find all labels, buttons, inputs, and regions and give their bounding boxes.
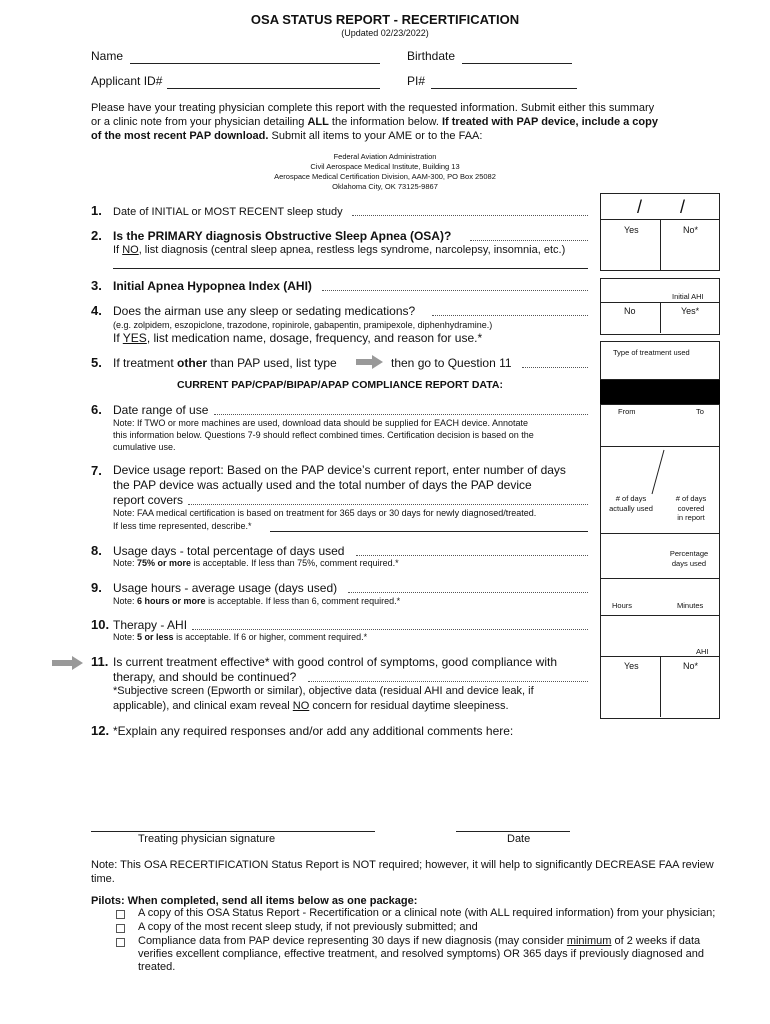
footer-note-2: time. — [91, 873, 115, 885]
percentage-label: Percentage days used — [669, 549, 709, 568]
q2-sub: If NO, list diagnosis (central sleep apnea, restless legs syndrome, narcolepsy, insomnia, etc.) — [113, 244, 566, 256]
arrow-right-icon — [356, 355, 384, 369]
hours-label: Hours — [612, 601, 633, 610]
comments-area[interactable] — [113, 742, 588, 822]
q7-line-3: report covers — [113, 493, 184, 507]
q7-note-2: If less time represented, describe.* — [113, 521, 252, 531]
bullet-3-line-3: treated. — [138, 961, 176, 973]
bullet-1: A copy of this OSA Status Report - Recertification or a clinical note (with ALL required information) from your physician; — [138, 907, 716, 919]
q11-line-2: therapy, and should be continued? — [113, 670, 297, 684]
address-line-1: Federal Aviation Administration — [333, 152, 437, 161]
address-line-3: Aerospace Medical Certification Division, AAM-300, PO Box 25082 — [274, 172, 496, 181]
pi-label: PI# — [407, 74, 426, 88]
q4-no-option[interactable]: No — [624, 306, 636, 316]
q8-dots — [356, 555, 588, 556]
q1-text: Date of INITIAL or MOST RECENT sleep study — [113, 206, 343, 218]
q2-text: Is the PRIMARY diagnosis Obstructive Sleep Apnea (OSA)? — [113, 229, 452, 243]
birthdate-field[interactable] — [462, 63, 572, 64]
q2-number: 2. — [91, 228, 102, 243]
q7-dots — [188, 504, 588, 505]
page-title: OSA STATUS REPORT - RECERTIFICATION — [250, 12, 520, 27]
date-slash-2: / — [680, 197, 686, 217]
q4-sub: If YES, list medication name, dosage, frequency, and reason for use.* — [113, 331, 483, 345]
divider — [600, 533, 720, 534]
q4-dots — [432, 315, 588, 316]
q11-line-4: applicable), and clinical exam reveal NO concern for residual daytime sleepiness. — [113, 700, 509, 712]
q4-number: 4. — [91, 303, 102, 318]
divider — [660, 302, 661, 333]
q10-note: Note: 5 or less is acceptable. If 6 or higher, comment required.* — [113, 632, 368, 642]
q6-number: 6. — [91, 402, 102, 417]
to-label: To — [696, 407, 704, 416]
q3-number: 3. — [91, 278, 102, 293]
bullet-3-line-2: verifies excellent compliance, effective treatment, and resolved symptoms) OR 365 days if previously diagnosed and — [138, 948, 704, 960]
q8-text: Usage days - total percentage of days used — [113, 544, 345, 558]
q6-note-3: cumulative use. — [113, 442, 176, 452]
q9-number: 9. — [91, 580, 102, 595]
days-covered-label: # of days covered in report — [675, 494, 707, 522]
name-field[interactable] — [130, 63, 380, 64]
q12-number: 12. — [91, 723, 110, 738]
q6-text: Date range of use — [113, 403, 209, 417]
applicant-id-field[interactable] — [167, 88, 380, 89]
pi-field[interactable] — [431, 88, 577, 89]
q11-yes-option[interactable]: Yes — [624, 661, 639, 671]
pilots-heading: Pilots: When completed, send all items below as one package: — [91, 895, 418, 907]
q3-text: Initial Apnea Hypopnea Index (AHI) — [113, 279, 312, 293]
address-line-4: Oklahoma City, OK 73125-9867 — [332, 182, 438, 191]
q2-yes-option[interactable]: Yes — [624, 225, 639, 235]
q10-text: Therapy - AHI — [113, 618, 188, 632]
q6-dots — [214, 414, 588, 415]
divider — [600, 615, 720, 616]
checkbox-2[interactable] — [116, 924, 125, 933]
q11-line-1: Is current treatment effective* with good control of symptoms, good compliance with — [113, 655, 557, 669]
q5-goto: then go to Question 11 — [391, 356, 512, 370]
q3-dots — [322, 290, 588, 291]
treatment-type-label: Type of treatment used — [613, 348, 690, 357]
divider — [660, 656, 661, 717]
q4-yes-option[interactable]: Yes* — [681, 306, 700, 316]
q7-number: 7. — [91, 463, 102, 478]
q5-text: If treatment other than PAP used, list type — [113, 356, 337, 370]
signature-date-field[interactable] — [456, 831, 570, 832]
signature-date-label: Date — [507, 833, 531, 845]
applicant-id-label: Applicant ID# — [91, 74, 163, 88]
address-line-2: Civil Aerospace Medical Institute, Building 13 — [310, 162, 460, 171]
checkbox-3[interactable] — [116, 938, 125, 947]
q1-dots — [352, 215, 588, 216]
physician-signature-field[interactable] — [91, 831, 375, 832]
bullet-3: Compliance data from PAP device representing 30 days if new diagnosis (may consider minimum of 2 weeks if data — [138, 935, 701, 947]
bullet-2: A copy of the most recent sleep study, if not previously submitted; and — [138, 921, 478, 933]
q4-examples: (e.g. zolpidem, eszopiclone, trazodone, ropinirole, gabapentin, pramipexole, diphenhydramine.) — [113, 320, 493, 330]
q6-note-2: this information below. Questions 7-9 should reflect combined times. Certification decision is based on the — [113, 430, 534, 440]
q8-note: Note: 75% or more is acceptable. If less than 75%, comment required.* — [113, 558, 399, 568]
q1-number: 1. — [91, 203, 102, 218]
q12-text: *Explain any required responses and/or add any additional comments here: — [113, 724, 514, 738]
divider — [600, 578, 720, 579]
q7-line-1: Device usage report: Based on the PAP device’s current report, enter number of days — [113, 463, 566, 477]
q10-dots — [192, 629, 588, 630]
q7-describe-field[interactable] — [270, 531, 588, 532]
q2-no-option[interactable]: No* — [683, 225, 699, 235]
days-used-label: # of days actually used — [609, 494, 653, 513]
birthdate-label: Birthdate — [407, 49, 456, 63]
q11-line-3: *Subjective screen (Epworth or similar), objective data (residual AHI and device leak, if — [113, 685, 534, 697]
q11-number: 11. — [91, 654, 109, 669]
name-label: Name — [91, 49, 124, 63]
updated-date: (Updated 02/23/2022) — [341, 28, 429, 38]
q4-text: Does the airman use any sleep or sedating medications? — [113, 304, 416, 318]
q7-line-2: the PAP device was actually used and the total number of days the PAP device — [113, 478, 532, 492]
treatment-type-box[interactable] — [600, 341, 720, 380]
divider — [600, 446, 720, 447]
intro-line-3: of the most recent PAP download. Submit all items to your AME or to the FAA: — [91, 130, 483, 142]
q9-text: Usage hours - average usage (days used) — [113, 581, 338, 595]
q2-dots — [470, 240, 588, 241]
q6-note-1: Note: If TWO or more machines are used, download data should be supplied for EACH device. Annotate — [113, 418, 529, 428]
compliance-header: CURRENT PAP/CPAP/BIPAP/APAP COMPLIANCE REPORT DATA: — [177, 379, 503, 391]
q11-dots — [308, 681, 588, 682]
q2-diagnosis-field[interactable] — [113, 268, 588, 269]
intro-line-1: Please have your treating physician complete this report with the requested information. Submit either this summary — [91, 102, 655, 114]
q8-number: 8. — [91, 543, 102, 558]
physician-signature-label: Treating physician signature — [138, 833, 276, 845]
fraction-slash-icon — [648, 448, 668, 496]
footer-note-1: Note: This OSA RECERTIFICATION Status Report is NOT required; however, it will help to significantly DECREASE FAA review — [91, 859, 714, 871]
q5-dots — [522, 367, 588, 368]
intro-line-2: or a clinic note from your physician detailing ALL the information below. If treated with PAP device, include a copy — [91, 116, 658, 128]
from-label: From — [618, 407, 636, 416]
initial-ahi-label: Initial AHI — [672, 292, 704, 301]
q11-no-option[interactable]: No* — [683, 661, 699, 671]
q9-dots — [348, 592, 588, 593]
minutes-label: Minutes — [677, 601, 704, 610]
q5-number: 5. — [91, 355, 102, 370]
ahi-label: AHI — [696, 647, 709, 656]
q9-note: Note: 6 hours or more is acceptable. If less than 6, comment required.* — [113, 596, 401, 606]
q10-number: 10. — [91, 617, 110, 632]
compliance-black-bar — [600, 380, 720, 404]
date-slash-1: / — [637, 197, 643, 217]
q7-note-1: Note: FAA medical certification is based on treatment for 365 days or 30 days for newly diagnosed/treated. — [113, 508, 537, 518]
pointer-arrow-icon — [52, 656, 84, 670]
checkbox-1[interactable] — [116, 910, 125, 919]
divider — [660, 219, 661, 270]
